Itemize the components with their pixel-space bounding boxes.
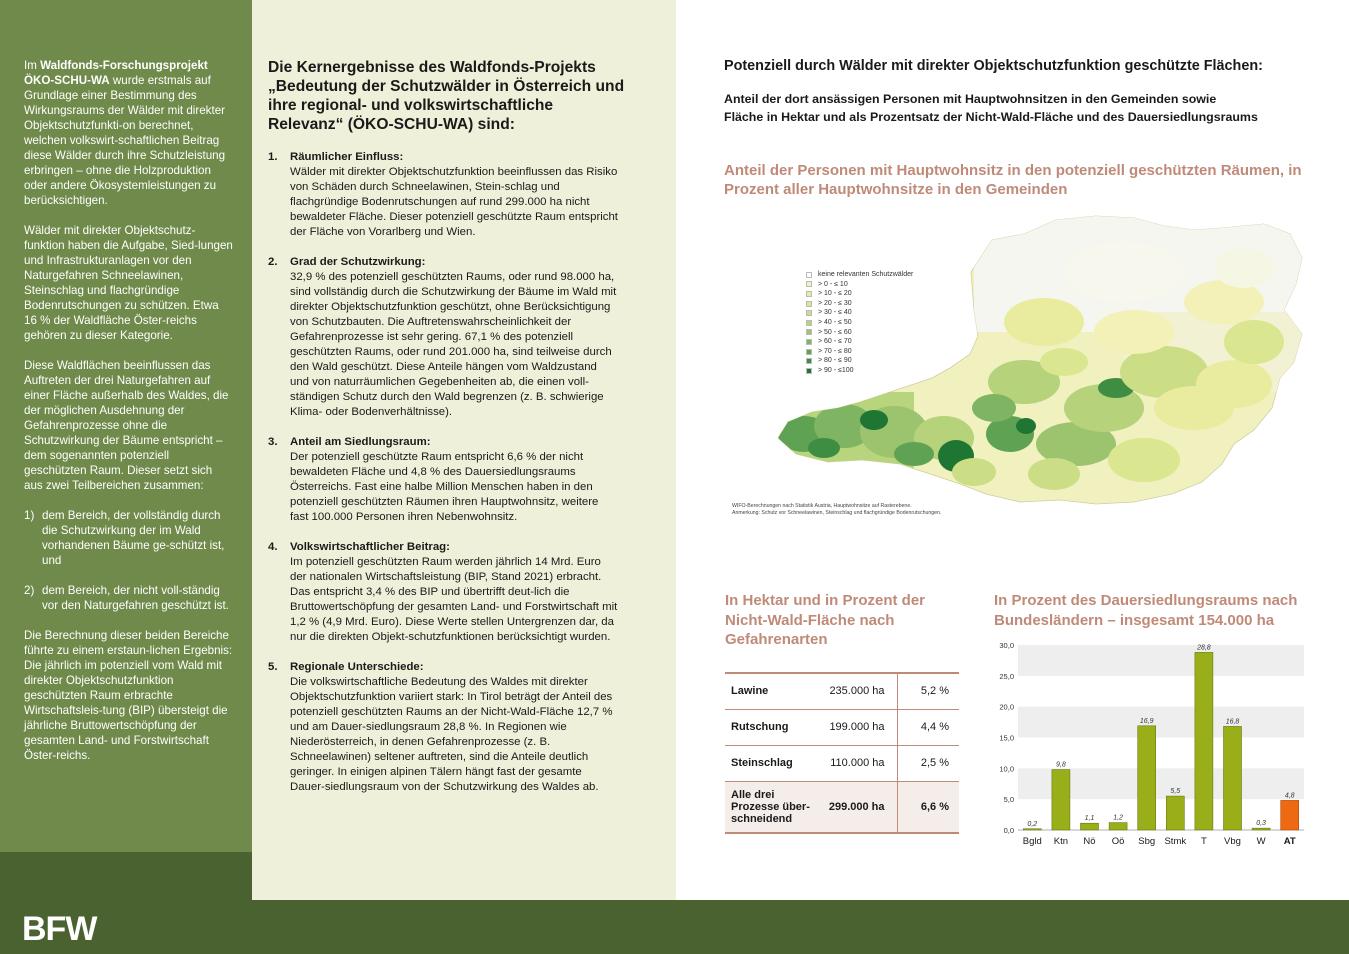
legend-swatch bbox=[806, 310, 812, 316]
legend-entry: > 20 - ≤ 30 bbox=[806, 299, 913, 309]
list-item: 1) dem Bereich, der vollständig durch die Schutzwirkung der im Wald vorhandenen Bäume ge-schützt ist, und bbox=[24, 509, 225, 567]
bar-value-label: 16,9 bbox=[1139, 717, 1154, 725]
bar-value-label: 1,2 bbox=[1113, 814, 1123, 822]
hazard-table bbox=[725, 672, 959, 834]
legend-swatch bbox=[806, 358, 812, 364]
y-tick-label: 20,0 bbox=[999, 702, 1014, 712]
bar-value-label: 0,2 bbox=[1027, 820, 1038, 828]
bar-Bgld bbox=[1023, 829, 1041, 830]
result-item: 1. Räumlicher Einfluss: Wälder mit direkter Objektschutzfunktion beeinflussen das Risiko von Schäden durch Schneelawinen, Stein-schlag und flachgründige Bodenrutschungen auf rund 299.000 ha nicht bewaldeter Fläche. Dieser potenziell geschützte Raum entspricht der Fläche von Vorarlberg und Wien. bbox=[268, 151, 618, 238]
legend-swatch bbox=[806, 281, 812, 287]
footer-band-middle bbox=[252, 900, 676, 954]
x-tick-label: Oö bbox=[1111, 836, 1125, 847]
bar-Stmk bbox=[1166, 796, 1184, 830]
legend-entry: keine relevanten Schutzwälder bbox=[806, 270, 913, 280]
legend-entry: > 60 - ≤ 70 bbox=[806, 337, 913, 347]
legend-entry: > 70 - ≤ 80 bbox=[806, 347, 913, 357]
result-item: 2. Grad der Schutzwirkung: 32,9 % des potenziell geschützten Raums, oder rund 98.000 ha, sind vollständig durch die Schutzwirkung der Bäume im Wald mit direkter Objektschutzfunktion geschützt, ohne Berücksichtigung von Schutzbauten. Die Auftretenswahrscheinlichkeit der Gefahrenprozesse ist sehr gering. 67,1 % des potenziell geschützten Raums, oder rund 201.000 ha, sind teilweise durch den Wald geschützt. Diese Anteile hängen vom Waldzustand und von naturräumlichen Gegebenheiten ab, die einen voll-ständigen Schutz durch den Wald begrenzen (z. B. schwierige Klima- oder Bodenverhältnisse). bbox=[268, 256, 617, 418]
legend-entry: > 40 - ≤ 50 bbox=[806, 318, 913, 328]
x-tick-label: Stmk bbox=[1164, 836, 1187, 847]
legend-swatch bbox=[806, 339, 812, 345]
x-tick-label: T bbox=[1200, 836, 1207, 847]
legend-swatch bbox=[806, 272, 812, 278]
legend-entry: > 30 - ≤ 40 bbox=[806, 308, 913, 318]
legend-entry: > 0 - ≤ 10 bbox=[806, 280, 913, 290]
bar-value-label: 5,5 bbox=[1170, 788, 1181, 796]
bar-value-label: 1,1 bbox=[1084, 815, 1095, 823]
results-heading: Die Kernergebnisse des Waldfonds-Projekts „Bedeutung der Schutzwälder in Österreich und ihre regional- und volkswirtschaftliche Relevanz“ (ÖKO-SCHU-WA) sind: bbox=[268, 59, 625, 133]
bar-T bbox=[1195, 652, 1213, 830]
y-tick-label: 30,0 bbox=[999, 641, 1014, 650]
bfw-logo: BFW bbox=[22, 910, 97, 948]
x-tick-label: Bgld bbox=[1022, 836, 1042, 847]
map-source-note: WIFO-Berechnungen nach Statistik Austria, Hauptwohnsitze auf Rasterebene. Anmerkung: Schutz vor Schneelawinen, Steinschlag und flachgründige Bodenrutschungen. bbox=[732, 503, 942, 516]
table-row: Lawine 235.000 ha 5,2 % bbox=[725, 673, 959, 709]
x-tick-label: Ktn bbox=[1053, 836, 1069, 847]
bar-Sbg bbox=[1138, 726, 1156, 830]
footer-band-right bbox=[676, 900, 1349, 954]
x-tick-label: W bbox=[1256, 836, 1266, 847]
x-tick-label: Nö bbox=[1083, 836, 1096, 847]
legend-swatch bbox=[806, 320, 812, 326]
left-intro-text bbox=[24, 58, 234, 778]
bar-W bbox=[1252, 828, 1270, 830]
bar-Ktn bbox=[1052, 770, 1070, 830]
intro-paragraph-1: Im Waldfonds-Forschungsprojekt ÖKO-SCHU-WA wurde erstmals auf Grundlage einer Bestimmung des Wirkungsraums der Wälder mit direkter Objektschutzfunkti-on berechnet, welchen volkswirt-schaftlichen Beitrag diese Wälder durch ihre Schutzleistung erbringen – ohne die Holzproduktion oder andere Ökosystemleistungen zu berücksichtigen. bbox=[24, 59, 226, 207]
legend-swatch bbox=[806, 349, 812, 355]
bar-chart-title: In Prozent des Dauersiedlungsraums nach Bundesländern – insgesamt 154.000 ha bbox=[994, 592, 1298, 629]
table-row: Rutschung 199.000 ha 4,4 % bbox=[725, 709, 959, 745]
legend-swatch bbox=[806, 368, 812, 374]
y-tick-label: 25,0 bbox=[999, 671, 1014, 681]
intro-paragraph-4: Die Berechnung dieser beiden Bereiche führte zu einem erstaun-lichen Ergebnis: Die jährlich im potenziell vom Wald mit direkter Objektschutzfunktion geschützten Raum erbrachte Wirtschaftsleis-tung (BIP) übersteigt die jährliche Bruttowertschöpfung der gesamten Land- und Forstwirtschaft Öster-reichs. bbox=[24, 629, 233, 762]
x-tick-label: Vbg bbox=[1224, 836, 1241, 847]
table-title: In Hektar und in Prozent der Nicht-Wald-Fläche nach Gefahrenarten bbox=[725, 592, 926, 648]
bar-value-label: 0,3 bbox=[1256, 820, 1266, 828]
y-tick-label: 5,0 bbox=[1003, 795, 1014, 805]
bar-chart bbox=[984, 636, 1309, 851]
x-tick-label: AT bbox=[1283, 836, 1296, 847]
table-row: Alle drei Prozesse über-schneidend 299.000 ha 6,6 % bbox=[725, 781, 959, 833]
y-tick-label: 15,0 bbox=[999, 733, 1014, 743]
legend-swatch bbox=[806, 291, 812, 297]
list-item: 2) dem Bereich, der nicht voll-ständig vor den Naturgefahren geschützt ist. bbox=[24, 584, 229, 612]
map-title: Anteil der Personen mit Hauptwohnsitz in den potenziell geschützten Räumen, in Prozent aller Hauptwohnsitze in den Gemeinden bbox=[724, 162, 1302, 198]
section-subtitle: Anteil der dort ansässigen Personen mit Hauptwohnsitzen in den Gemeinden sowie Fläche in Hektar und als Prozentsatz der Nicht-Wald-Fläche und des Dauersiedlungsraums bbox=[724, 92, 1258, 124]
grid-band bbox=[1018, 645, 1304, 676]
result-item: 4. Volkswirtschaftlicher Beitrag: Im potenziell geschützten Raum werden jährlich 14 Mrd. Euro der nationalen Wirtschaftsleistung (BIP, Stand 2021) erbracht. Das entspricht 3,4 % des BIP und übertrifft deut-lich die Bruttowertschöpfung der gesamten Land- und Forstwirtschaft mit 1,2 % (4,9 Mrd. Euro). Diese Werte stellen Untergrenzen dar, da nur die direkten Objekt-schutzfunktionen berücksichtigt wurden. bbox=[268, 541, 618, 643]
intro-paragraph-3: Diese Waldflächen beeinflussen das Auftreten der drei Naturgefahren auf einer Fläche außerhalb des Waldes, die der möglichen Ausdehnung der Gefahrenprozesse ohne die Schutzwirkung der Bäume entspricht – dem sogenannten potenziell geschützten Raum. Dieser setzt sich aus zwei Teilbereichen zusammen: bbox=[24, 359, 229, 492]
section-title: Potenziell durch Wälder mit direkter Objektschutzfunktion geschützte Flächen: bbox=[724, 58, 1263, 74]
bar-Vbg bbox=[1224, 726, 1242, 830]
result-item: 3. Anteil am Siedlungsraum: Der potenziell geschützte Raum entspricht 6,6 % der nicht bewaldeten Fläche und 4,8 % des Dauersiedlungsraums Österreichs. Fast eine halbe Million Menschen haben in den potenziell geschützten Räumen ihren Hauptwohnsitz, weitere fast 100.000 Personen ihren Nebenwohnsitz. bbox=[268, 436, 599, 523]
legend-entry: > 10 - ≤ 20 bbox=[806, 289, 913, 299]
result-item: 5. Regionale Unterschiede: Die volkswirtschaftliche Bedeutung des Waldes mit direkter Objektschutzfunktion variiert stark: In Tirol beträgt der Anteil des potenziell geschützten Raums an der Nicht-Wald-Fläche 12,7 % und am Dauer-siedlungsraum 28,8 %. In Regionen wie Niederösterreich, in denen Gefahrenprozesse (z. B. Schneelawinen) seltener auftreten, sind die Anteile deutlich geringer. In einigen alpinen Tälern hängt fast der gesamte Dauer-siedlungsraum von der Schutzwirkung des Waldes ab. bbox=[268, 661, 613, 793]
legend-swatch bbox=[806, 301, 812, 307]
legend-swatch bbox=[806, 329, 812, 335]
x-tick-label: Sbg bbox=[1138, 836, 1156, 847]
y-tick-label: 10,0 bbox=[999, 764, 1014, 774]
bar-Nö bbox=[1081, 823, 1099, 830]
results-list bbox=[268, 150, 618, 810]
legend-entry: > 80 - ≤ 90 bbox=[806, 356, 913, 366]
intro-paragraph-2: Wälder mit direkter Objektschutz-funktion haben die Aufgabe, Sied-lungen und Infrastrukturanlagen vor den Naturgefahren Schneelawinen, Steinschlag und flachgründige Bodenrutschungen zu schützen. Etwa 16 % der Waldfläche Öster-reichs gehören zu dieser Kategorie. bbox=[24, 224, 233, 342]
y-tick-label: 0,0 bbox=[1003, 826, 1014, 835]
map-legend bbox=[806, 270, 913, 376]
bar-value-label: 9,8 bbox=[1056, 761, 1066, 769]
legend-entry: > 50 - ≤ 60 bbox=[806, 328, 913, 338]
table-row: Steinschlag 110.000 ha 2,5 % bbox=[725, 745, 959, 781]
bar-AT bbox=[1281, 800, 1299, 830]
bar-value-label: 4,8 bbox=[1284, 792, 1295, 800]
bar-value-label: 28,8 bbox=[1197, 644, 1211, 652]
bar-value-label: 16,8 bbox=[1225, 718, 1240, 726]
grid-band bbox=[1018, 707, 1304, 738]
bar-Oö bbox=[1109, 823, 1127, 830]
legend-entry: > 90 - ≤100 bbox=[806, 366, 913, 376]
